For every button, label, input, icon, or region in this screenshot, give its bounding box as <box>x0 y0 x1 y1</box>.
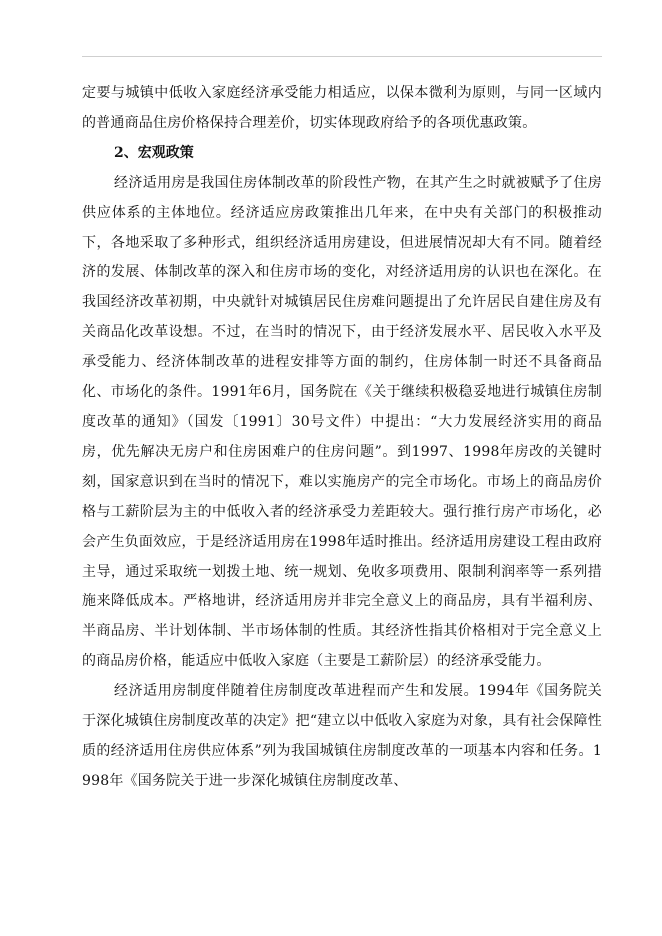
paragraph-housing-system-development: 经济适用房制度伴随着住房制度改革进程而产生和发展。1994年《国务院关于深化城镇住房制度改革的决定》把“建立以中低收入家庭为对象，具有社会保障性质的经济适用住房供应体系”列为我国城镇住房制度改革的一项基本内容和任务。1998年《国务院关于进一步深化城镇住房制度改革、 <box>82 683 602 789</box>
paragraph-continuation: 定要与城镇中低收入家庭经济承受能力相适应，以保本微利为原则，与同一区域内的普通商品住房价格保持合理差价，切实体现政府给予的各项优惠政策。 <box>82 85 602 131</box>
document-body <box>82 79 602 797</box>
header-rule <box>82 56 602 57</box>
paragraph-housing-reform-history: 经济适用房是我国住房体制改革的阶段性产物，在其产生之时就被赋予了住房供应体系的主体地位。经济适应房政策推出几年来，在中央有关部门的积极推动下，各地采取了多种形式，组织经济适用房建设，但进展情况却大有不同。随着经济的发展、体制改革的深入和住房市场的变化，对经济适用房的认识也在深化。在我国经济改革初期，中央就针对城镇居民住房难问题提出了允许居民自建住房及有关商品化改革设想。不过，在当时的情况下，由于经济发展水平、居民收入水平及承受能力、经济体制改革的进程安排等方面的制约，住房体制一时还不具备商品化、市场化的条件。1991年6月，国务院在《关于继续积极稳妥地进行城镇住房制度改革的通知》（国发〔1991〕30号文件）中提出：“大力发展经济实用的商品房，优先解决无房户和住房困难户的住房问题”。到1997、1998年房改的关键时刻，国家意识到在当时的情况下，难以实施房产的完全市场化。市场上的商品房价格与工薪阶层为主的中低收入者的经济承受力差距较大。强行推行房产市场化，必会产生负面效应，于是经济适用房在1998年适时推出。经济适用房建设工程由政府主导，通过采取统一划拨土地、统一规划、免收多项费用、限制利润率等一系列措施来降低成本。严格地讲，经济适用房并非完全意义上的商品房，具有半福利房、半商品房、半计划体制、半市场体制的性质。其经济性指其价格相对于完全意义上的商品房价格，能适应中低收入家庭（主要是工薪阶层）的经济承受能力。 <box>82 174 602 670</box>
section-heading: 2、宏观政策 <box>114 144 194 161</box>
